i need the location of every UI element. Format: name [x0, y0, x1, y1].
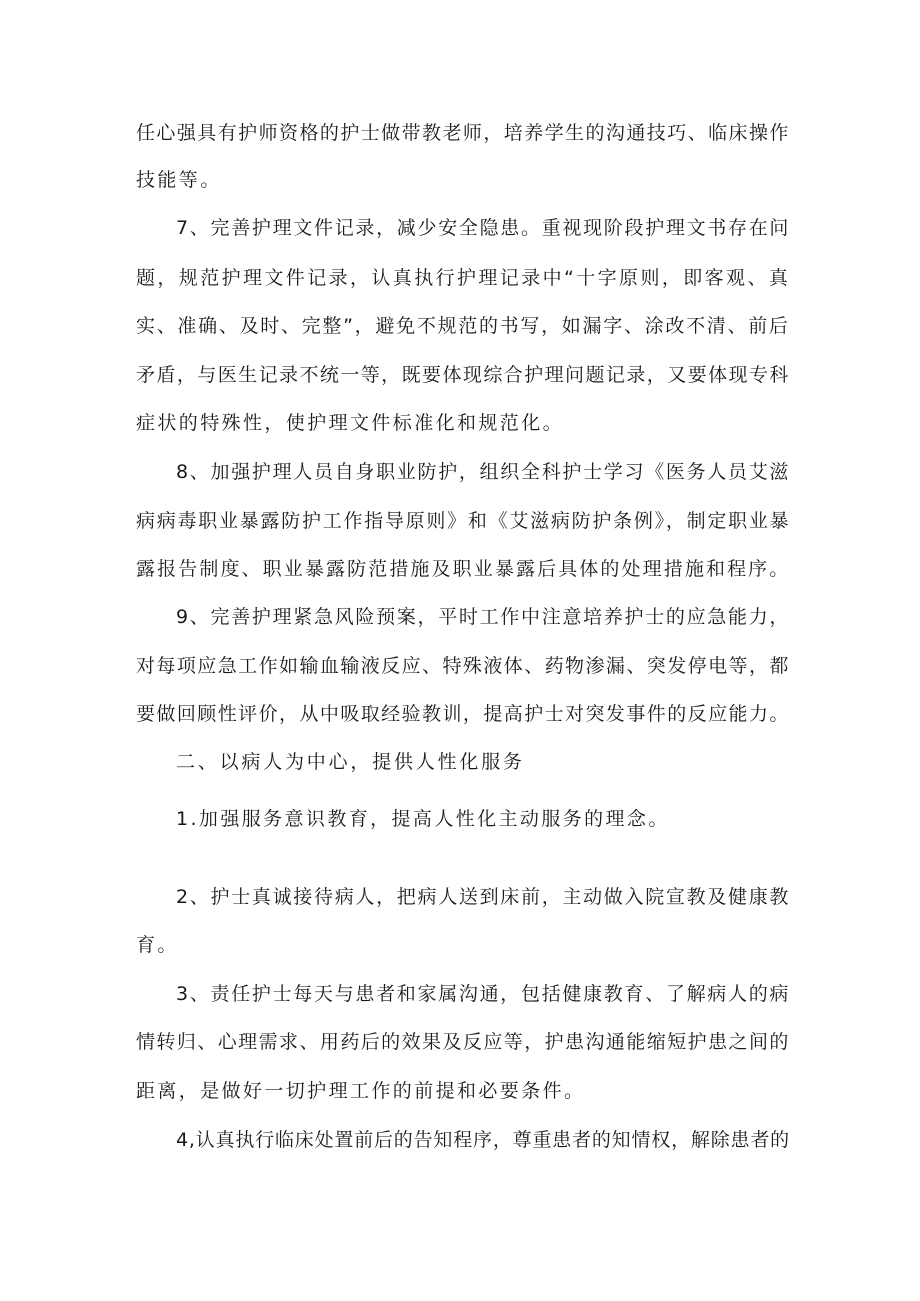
paragraph-line: 3、责任护士每天与患者和家属沟通，包括健康教育、了解病人的病 — [176, 983, 791, 1005]
paragraph-line: 题，规范护理文件记录，认真执行护理记录中“十字原则，即客观、真 — [136, 267, 791, 289]
paragraph-line: 技能等。 — [136, 169, 222, 191]
paragraph-line: 4,认真执行临床处置前后的告知程序，尊重患者的知情权，解除患者的 — [176, 1129, 790, 1151]
paragraph-line: 实、准确、及时、完整”，避免不规范的书写，如漏字、涂改不清、前后 — [136, 315, 790, 337]
paragraph-line: 露报告制度、职业暴露防范措施及职业暴露后具体的处理措施和程序。 — [136, 558, 791, 580]
paragraph-line: 病病毒职业暴露防护工作指导原则》和《艾滋病防护条例》，制定职业暴 — [136, 510, 791, 532]
paragraph-line: 1.加强服务意识教育，提高人性化主动服务的理念。 — [176, 808, 670, 830]
paragraph-line: 8、加强护理人员自身职业防护，组织全科护士学习《医务人员艾滋 — [176, 461, 791, 483]
paragraph-line: 矛盾，与医生记录不统一等，既要体现综合护理问题记录，又要体现专科 — [136, 364, 790, 386]
paragraph-line: 要做回顾性评价，从中吸取经验教训，提高护士对突发事件的反应能力。 — [136, 703, 790, 725]
paragraph-line: 距离，是做好一切护理工作的前提和必要条件。 — [136, 1080, 586, 1102]
paragraph-line: 症状的特殊性，使护理文件标准化和规范化。 — [136, 412, 565, 434]
section-heading: 二、以病人为中心，提供人性化服务 — [176, 751, 525, 773]
paragraph-line: 情转归、心理需求、用药后的效果及反应等，护患沟通能缩短护患之间的 — [136, 1031, 790, 1053]
paragraph-line: 7、完善护理文件记录，减少安全隐患。重视现阶段护理文书存在问 — [176, 217, 791, 239]
paragraph-line: 9、完善护理紧急风险预案，平时工作中注意培养护士的应急能力， — [176, 606, 791, 628]
paragraph-line: 任心强具有护师资格的护士做带教老师，培养学生的沟通技巧、临床操作 — [136, 122, 790, 144]
paragraph-line: 对每项应急工作如输血输液反应、特殊液体、药物渗漏、突发停电等，都 — [136, 655, 790, 677]
paragraph-line: 育。 — [136, 934, 179, 956]
paragraph-line: 2、护士真诚接待病人，把病人送到床前，主动做入院宣教及健康教 — [176, 886, 791, 908]
